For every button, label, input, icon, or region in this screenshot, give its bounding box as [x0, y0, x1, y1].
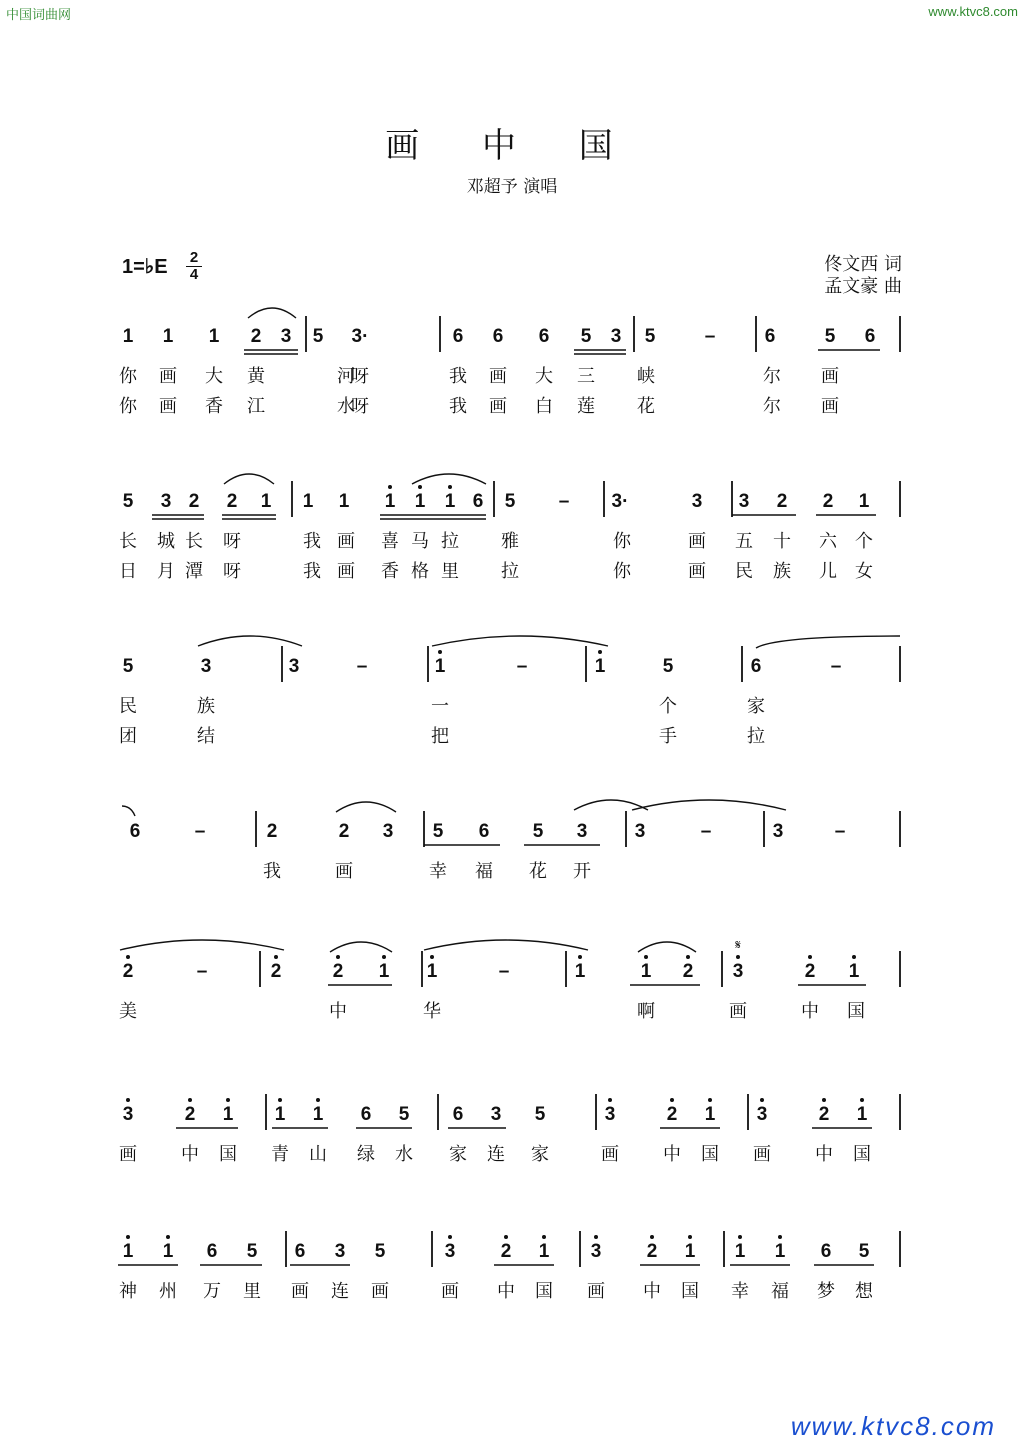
- octave-dot: [688, 1235, 692, 1239]
- lyric-verse-1: 州: [159, 1281, 177, 1302]
- lyric-verse-1: 雅: [501, 531, 519, 552]
- lyric-verse-1: 幸: [429, 861, 447, 882]
- note: 3: [604, 1104, 616, 1125]
- lyric-verse-1: 家: [747, 696, 765, 717]
- note: –: [194, 821, 206, 842]
- note: 1: [274, 1104, 286, 1125]
- octave-dot: [226, 1098, 230, 1102]
- note: 2: [666, 1104, 678, 1125]
- lyric-verse-1: 六: [819, 531, 837, 552]
- lyric-verse-1: 五: [735, 531, 753, 552]
- note: 1: [338, 491, 350, 512]
- lyric-verse-1: 城: [157, 531, 175, 552]
- lyric-verse-1: 十: [773, 531, 791, 552]
- lyric-verse-1: 我: [303, 531, 321, 552]
- lyric-verse-2: 白: [535, 396, 553, 417]
- octave-dot: [760, 1098, 764, 1102]
- note: 5: [534, 1104, 546, 1125]
- octave-dot: [316, 1098, 320, 1102]
- note: 3: [160, 491, 172, 512]
- note: 3: [444, 1241, 456, 1262]
- note: –: [498, 961, 510, 982]
- note: 5: [432, 821, 444, 842]
- slur: [432, 636, 608, 646]
- note: 2: [338, 821, 350, 842]
- lyric-verse-2: 香: [381, 561, 399, 582]
- note: 6: [764, 326, 776, 347]
- lyric-verse-2: 拉: [501, 561, 519, 582]
- time-signature-top: 2: [189, 249, 199, 266]
- lyric-verse-1: 花: [529, 861, 547, 882]
- note: 1: [426, 961, 438, 982]
- lyric-verse-1: 河: [337, 366, 355, 387]
- lyric-verse-1: 幸: [731, 1281, 749, 1302]
- note: 2: [804, 961, 816, 982]
- note: 5: [644, 326, 656, 347]
- note: 6: [750, 656, 762, 677]
- slur: [756, 636, 900, 648]
- lyric-verse-2: 儿: [819, 561, 837, 582]
- note: –: [356, 656, 368, 677]
- lyric-verse-2: 呀: [223, 561, 241, 582]
- lyric-verse-1: 华: [423, 1001, 441, 1022]
- lyric-verse-2: 画: [821, 396, 839, 417]
- note: 3: [122, 1104, 134, 1125]
- slur: [336, 802, 396, 812]
- note: 2: [332, 961, 344, 982]
- slur: [120, 940, 284, 950]
- lyric-verse-2: 把: [431, 726, 449, 747]
- octave-dot: [438, 650, 442, 654]
- note: 1: [162, 326, 174, 347]
- lyric-verse-1: 大: [205, 366, 223, 387]
- lyric-verse-1: 连: [331, 1281, 349, 1302]
- note: 1: [162, 1241, 174, 1262]
- note: 2: [646, 1241, 658, 1262]
- octave-dot: [598, 650, 602, 654]
- lyricist-credit: 佟文西 词: [824, 254, 902, 275]
- note: 3: [756, 1104, 768, 1125]
- note: 6: [206, 1241, 218, 1262]
- note: 3: [732, 961, 744, 982]
- note: 6: [452, 1104, 464, 1125]
- lyric-verse-1: 民: [119, 696, 137, 717]
- lyric-verse-1: 福: [475, 861, 493, 882]
- note: 6: [294, 1241, 306, 1262]
- note: 3: [576, 821, 588, 842]
- note: 3: [691, 491, 703, 512]
- octave-dot: [126, 1235, 130, 1239]
- lyric-verse-1: 呀: [351, 366, 369, 387]
- octave-dot: [860, 1098, 864, 1102]
- octave-dot: [382, 955, 386, 959]
- octave-dot: [388, 485, 392, 489]
- lyric-verse-1: 山: [309, 1144, 327, 1165]
- note: 3·: [611, 491, 629, 512]
- note: 1: [594, 656, 606, 677]
- lyric-verse-2: 里: [441, 561, 459, 582]
- octave-dot: [336, 955, 340, 959]
- note: –: [830, 656, 842, 677]
- note: 3: [738, 491, 750, 512]
- note: 5: [580, 326, 592, 347]
- lyric-verse-1: 画: [291, 1281, 309, 1302]
- note: 5: [122, 656, 134, 677]
- note: 3: [382, 821, 394, 842]
- lyric-verse-2: 画: [489, 396, 507, 417]
- note: –: [558, 491, 570, 512]
- slur: [330, 942, 392, 952]
- note: 3: [590, 1241, 602, 1262]
- lyric-verse-1: 中: [815, 1144, 833, 1165]
- lyric-verse-1: 开: [573, 861, 591, 882]
- octave-dot: [126, 1098, 130, 1102]
- note: –: [196, 961, 208, 982]
- lyric-verse-1: 连: [487, 1144, 505, 1165]
- note: 3: [490, 1104, 502, 1125]
- note: 2: [500, 1241, 512, 1262]
- lyric-verse-1: 国: [219, 1144, 237, 1165]
- note: 1: [260, 491, 272, 512]
- lyric-verse-2: 呀: [351, 396, 369, 417]
- lyric-verse-1: 画: [753, 1144, 771, 1165]
- note: 1: [122, 1241, 134, 1262]
- lyric-verse-2: 民: [735, 561, 753, 582]
- lyric-verse-1: 中: [801, 1001, 819, 1022]
- octave-dot: [852, 955, 856, 959]
- lyric-verse-1: 国: [701, 1144, 719, 1165]
- lyric-verse-1: 国: [681, 1281, 699, 1302]
- lyric-verse-1: 黄: [247, 366, 265, 387]
- octave-dot: [126, 955, 130, 959]
- octave-dot: [738, 1235, 742, 1239]
- note: 6: [452, 326, 464, 347]
- note: 5: [398, 1104, 410, 1125]
- lyric-verse-1: 长: [119, 531, 137, 552]
- lyric-verse-1: 画: [441, 1281, 459, 1302]
- lyric-verse-1: 中: [663, 1144, 681, 1165]
- octave-dot: [430, 955, 434, 959]
- lyric-verse-1: 画: [587, 1281, 605, 1302]
- note: 2: [184, 1104, 196, 1125]
- note: 1: [704, 1104, 716, 1125]
- note: 6: [472, 491, 484, 512]
- note: 6: [478, 821, 490, 842]
- lyric-verse-2: 你: [613, 561, 631, 582]
- lyric-verse-2: 手: [659, 726, 677, 747]
- note: 2: [270, 961, 282, 982]
- lyric-verse-1: 家: [449, 1144, 467, 1165]
- lyric-verse-2: 团: [119, 726, 137, 747]
- note: 1: [774, 1241, 786, 1262]
- octave-dot: [708, 1098, 712, 1102]
- octave-dot: [448, 1235, 452, 1239]
- note: 1: [208, 326, 220, 347]
- lyric-verse-1: 尔: [763, 366, 781, 387]
- lyric-verse-1: 中: [329, 1001, 347, 1022]
- note: 3: [334, 1241, 346, 1262]
- note: 6: [129, 821, 141, 842]
- note: –: [516, 656, 528, 677]
- lyric-verse-1: 里: [243, 1281, 261, 1302]
- key-signature: 1=♭E: [122, 256, 168, 278]
- lyric-verse-1: 水: [395, 1144, 413, 1165]
- octave-dot: [274, 955, 278, 959]
- lyric-verse-1: 三: [577, 366, 595, 387]
- octave-dot: [542, 1235, 546, 1239]
- lyric-verse-1: 中: [643, 1281, 661, 1302]
- octave-dot: [650, 1235, 654, 1239]
- note: 1: [684, 1241, 696, 1262]
- octave-dot: [808, 955, 812, 959]
- note: 1: [302, 491, 314, 512]
- note: 3: [200, 656, 212, 677]
- lyric-verse-1: 画: [601, 1144, 619, 1165]
- lyric-verse-1: 画: [688, 531, 706, 552]
- note: 3: [634, 821, 646, 842]
- lyric-verse-1: 峡: [637, 366, 655, 387]
- note: 5: [374, 1241, 386, 1262]
- octave-dot: [608, 1098, 612, 1102]
- note: 3: [288, 656, 300, 677]
- lyric-verse-2: 我: [449, 396, 467, 417]
- note: 3·: [351, 326, 369, 347]
- note: 3: [280, 326, 292, 347]
- lyric-verse-2: 你: [119, 396, 137, 417]
- lyric-verse-1: 青: [271, 1144, 289, 1165]
- lyric-verse-1: 绿: [357, 1144, 375, 1165]
- lyric-verse-1: 喜: [381, 531, 399, 552]
- lyric-verse-1: 你: [119, 366, 137, 387]
- slur: [198, 636, 302, 646]
- lyric-verse-1: 家: [531, 1144, 549, 1165]
- note: 1: [122, 326, 134, 347]
- note: 6: [360, 1104, 372, 1125]
- note: 1: [858, 491, 870, 512]
- lyric-verse-2: 结: [197, 726, 215, 747]
- octave-dot: [448, 485, 452, 489]
- note: 5: [504, 491, 516, 512]
- lyric-verse-1: 你: [613, 531, 631, 552]
- lyric-verse-2: 画: [688, 561, 706, 582]
- note: 1: [734, 1241, 746, 1262]
- note: 2: [122, 961, 134, 982]
- octave-dot: [594, 1235, 598, 1239]
- lyric-verse-1: 大: [535, 366, 553, 387]
- song-title: 画 中 国: [385, 126, 639, 166]
- footer-watermark[interactable]: www.ktvc8.com: [790, 1411, 996, 1441]
- lyric-verse-2: 月: [157, 561, 175, 582]
- lyric-verse-1: 中: [181, 1144, 199, 1165]
- note: 1: [444, 491, 456, 512]
- lyric-verse-1: 画: [159, 366, 177, 387]
- lyric-verse-1: 画: [119, 1144, 137, 1165]
- note: 2: [776, 491, 788, 512]
- note: 6: [820, 1241, 832, 1262]
- note: 1: [414, 491, 426, 512]
- lyric-verse-1: 画: [371, 1281, 389, 1302]
- lyric-verse-1: 我: [449, 366, 467, 387]
- slur: [248, 308, 296, 318]
- lyric-verse-1: 美: [119, 1001, 137, 1022]
- octave-dot: [188, 1098, 192, 1102]
- composer-credit: 孟文豪 曲: [824, 276, 902, 297]
- slur: [122, 806, 135, 816]
- lyric-verse-2: 拉: [747, 726, 765, 747]
- note: 2: [226, 491, 238, 512]
- note: –: [704, 326, 716, 347]
- octave-dot: [822, 1098, 826, 1102]
- lyric-verse-1: 画: [729, 1001, 747, 1022]
- lyric-verse-1: 梦: [817, 1281, 835, 1302]
- lyric-verse-2: 尔: [763, 396, 781, 417]
- slur: [412, 474, 486, 484]
- note: 2: [822, 491, 834, 512]
- note: 1: [378, 961, 390, 982]
- lyric-verse-1: 画: [821, 366, 839, 387]
- lyric-verse-1: 族: [197, 696, 215, 717]
- lyric-verse-1: 国: [535, 1281, 553, 1302]
- note: 2: [682, 961, 694, 982]
- lyric-verse-1: 马: [411, 531, 429, 552]
- note: 1: [434, 656, 446, 677]
- note: –: [700, 821, 712, 842]
- lyric-verse-1: 个: [855, 531, 873, 552]
- note: 1: [384, 491, 396, 512]
- note: 6: [538, 326, 550, 347]
- slur: [424, 940, 588, 950]
- lyric-verse-2: 莲: [577, 396, 595, 417]
- lyric-verse-1: 长: [185, 531, 203, 552]
- lyric-verse-1: 呀: [223, 531, 241, 552]
- lyric-verse-1: 啊: [637, 1001, 655, 1022]
- performer-credit: 邓超予 演唱: [466, 177, 558, 197]
- lyric-verse-1: 想: [855, 1281, 873, 1302]
- note: 1: [574, 961, 586, 982]
- octave-dot: [418, 485, 422, 489]
- note: 1: [538, 1241, 550, 1262]
- lyric-verse-2: 格: [411, 561, 429, 582]
- slur: [632, 800, 786, 810]
- time-signature-bottom: 4: [186, 266, 202, 283]
- slur: [638, 942, 696, 952]
- lyric-verse-1: 画: [489, 366, 507, 387]
- lyric-verse-1: 神: [119, 1281, 137, 1302]
- octave-dot: [578, 955, 582, 959]
- lyric-verse-2: 日: [119, 561, 137, 582]
- note: 1: [312, 1104, 324, 1125]
- note: 1: [856, 1104, 868, 1125]
- note: 1: [640, 961, 652, 982]
- octave-dot: [736, 955, 740, 959]
- note: 2: [818, 1104, 830, 1125]
- lyric-verse-1: 个: [659, 696, 677, 717]
- lyric-verse-2: 江: [247, 396, 265, 417]
- octave-dot: [644, 955, 648, 959]
- note: 1: [848, 961, 860, 982]
- lyric-verse-2: 女: [855, 561, 873, 582]
- note: 5: [246, 1241, 258, 1262]
- note: 2: [266, 821, 278, 842]
- octave-dot: [278, 1098, 282, 1102]
- note: 3: [772, 821, 784, 842]
- lyric-verse-1: 国: [847, 1001, 865, 1022]
- note: –: [834, 821, 846, 842]
- note: 3: [610, 326, 622, 347]
- octave-dot: [166, 1235, 170, 1239]
- note: 2: [250, 326, 262, 347]
- lyric-verse-1: 国: [853, 1144, 871, 1165]
- lyric-verse-2: 潭: [185, 561, 203, 582]
- lyric-verse-2: 画: [159, 396, 177, 417]
- lyric-verse-2: 我: [303, 561, 321, 582]
- octave-dot: [778, 1235, 782, 1239]
- octave-dot: [670, 1098, 674, 1102]
- lyric-verse-1: 万: [203, 1281, 221, 1302]
- lyric-verse-1: 一: [431, 696, 449, 717]
- octave-dot: [504, 1235, 508, 1239]
- lyric-verse-1: 福: [771, 1281, 789, 1302]
- lyric-verse-2: 水: [337, 396, 355, 417]
- lyric-verse-1: 我: [263, 861, 281, 882]
- lyric-verse-2: 香: [205, 396, 223, 417]
- note: 1: [222, 1104, 234, 1125]
- lyric-verse-1: 中: [497, 1281, 515, 1302]
- note: 5: [662, 656, 674, 677]
- lyric-verse-1: 画: [335, 861, 353, 882]
- lyric-verse-2: 花: [637, 396, 655, 417]
- note: 5: [858, 1241, 870, 1262]
- slur: [224, 474, 274, 484]
- note: 6: [492, 326, 504, 347]
- lyric-verse-2: 画: [337, 561, 355, 582]
- lyric-verse-2: 族: [773, 561, 791, 582]
- lyric-verse-1: 拉: [441, 531, 459, 552]
- note: 5: [122, 491, 134, 512]
- octave-dot: [686, 955, 690, 959]
- site-url-right[interactable]: www.ktvc8.com: [928, 4, 1018, 19]
- note: 5: [824, 326, 836, 347]
- note: 5: [532, 821, 544, 842]
- note: 2: [188, 491, 200, 512]
- lyric-verse-1: 画: [337, 531, 355, 552]
- note: 5: [312, 326, 324, 347]
- site-name-left[interactable]: 中国词曲网: [6, 8, 72, 23]
- segno-mark: 𝄋: [735, 938, 741, 953]
- note: 6: [864, 326, 876, 347]
